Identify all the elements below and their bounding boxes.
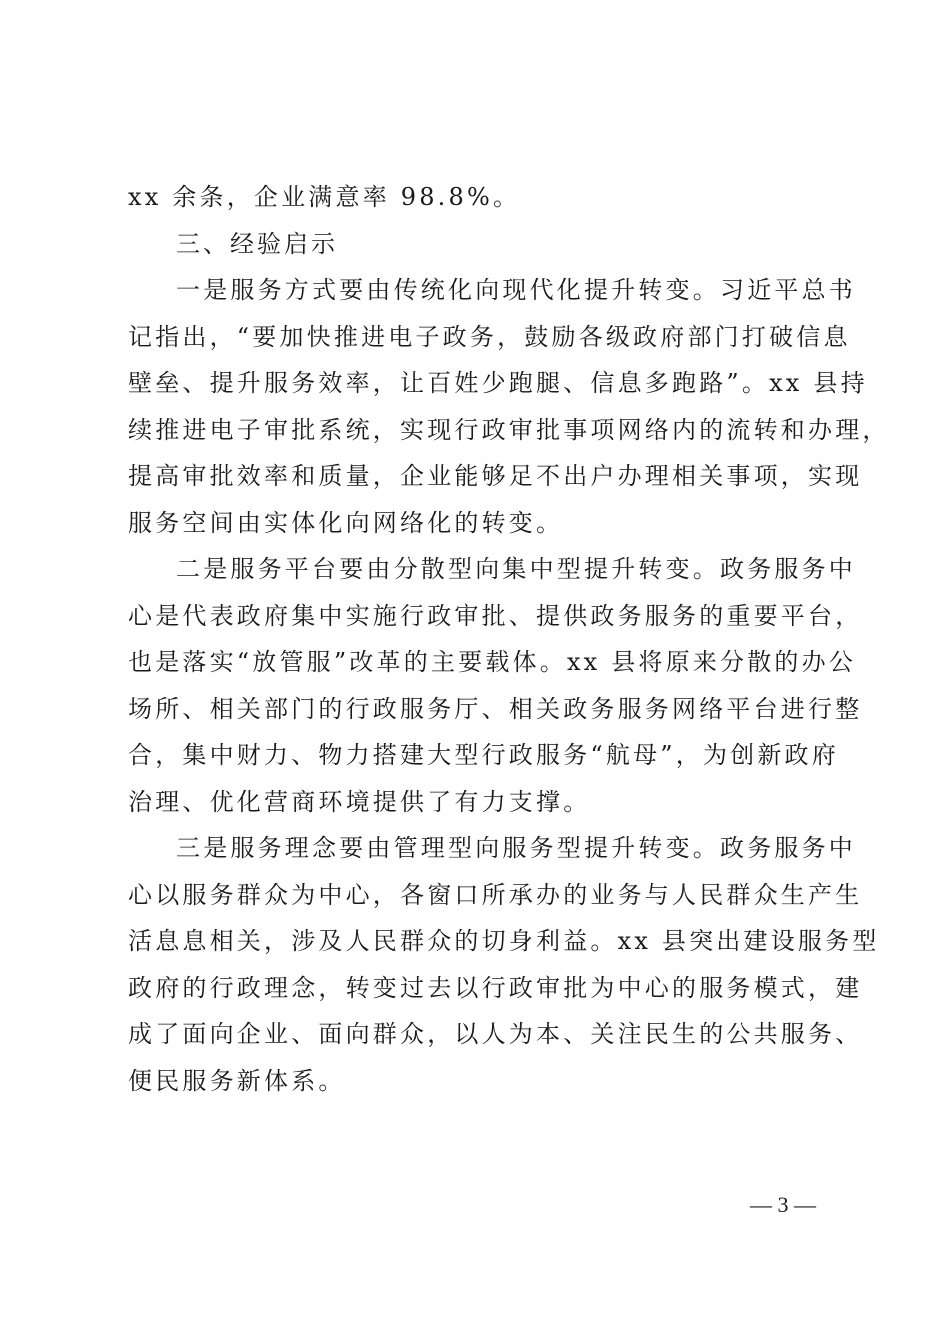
paragraph-line: 便民服务新体系。: [128, 1066, 346, 1095]
paragraph-line: 三是服务理念要由管理型向服务型提升转变。政务服务中: [176, 834, 856, 862]
paragraph-line: 记指出，“要加快推进电子政务，鼓励各级政府部门打破信息: [128, 322, 851, 351]
page-number: — 3 —: [750, 1192, 816, 1217]
paragraph-line: 续推进电子审批系统，实现行政审批事项网络内的流转和办理，: [128, 415, 890, 444]
section-heading: 三、经验启示: [176, 229, 338, 258]
paragraph-line: 也是落实“放管服”改革的主要载体。xx 县将原来分散的办公: [128, 648, 857, 676]
paragraph-line: 二是服务平台要由分散型向集中型提升转变。政务服务中: [176, 555, 856, 583]
paragraph-line: 心以服务群众为中心，各窗口所承办的业务与人民群众生产生: [128, 880, 863, 909]
paragraph-line: 治理、优化营商环境提供了有力支撑。: [128, 787, 591, 816]
paragraph-line: 心是代表政府集中实施行政审批、提供政务服务的重要平台，: [128, 601, 863, 630]
paragraph-line: 提高审批效率和质量，企业能够足不出户办理相关事项，实现: [128, 462, 863, 490]
paragraph-line: 服务空间由实体化向网络化的转变。: [128, 508, 564, 537]
paragraph-line: xx 余条，企业满意率 98.8%。: [128, 183, 521, 211]
paragraph-line: 成了面向企业、面向群众，以人为本、关注民生的公共服务、: [128, 1020, 863, 1048]
paragraph-line: 壁垒、提升服务效率，让百姓少跑腿、信息多跑路”。xx 县持: [128, 369, 868, 397]
paragraph-line: 政府的行政理念，转变过去以行政审批为中心的服务模式，建: [128, 973, 863, 1002]
paragraph-line: 活息息相关，涉及人民群众的切身利益。xx 县突出建设服务型: [128, 927, 880, 955]
paragraph-line: 合，集中财力、物力搭建大型行政服务“航母”，为创新政府: [128, 741, 839, 769]
paragraph-line: 一是服务方式要由传统化向现代化提升转变。习近平总书: [176, 276, 856, 304]
document-body: [128, 174, 890, 1104]
paragraph-line: 场所、相关部门的行政服务厅、相关政务服务网络平台进行整: [128, 694, 863, 723]
